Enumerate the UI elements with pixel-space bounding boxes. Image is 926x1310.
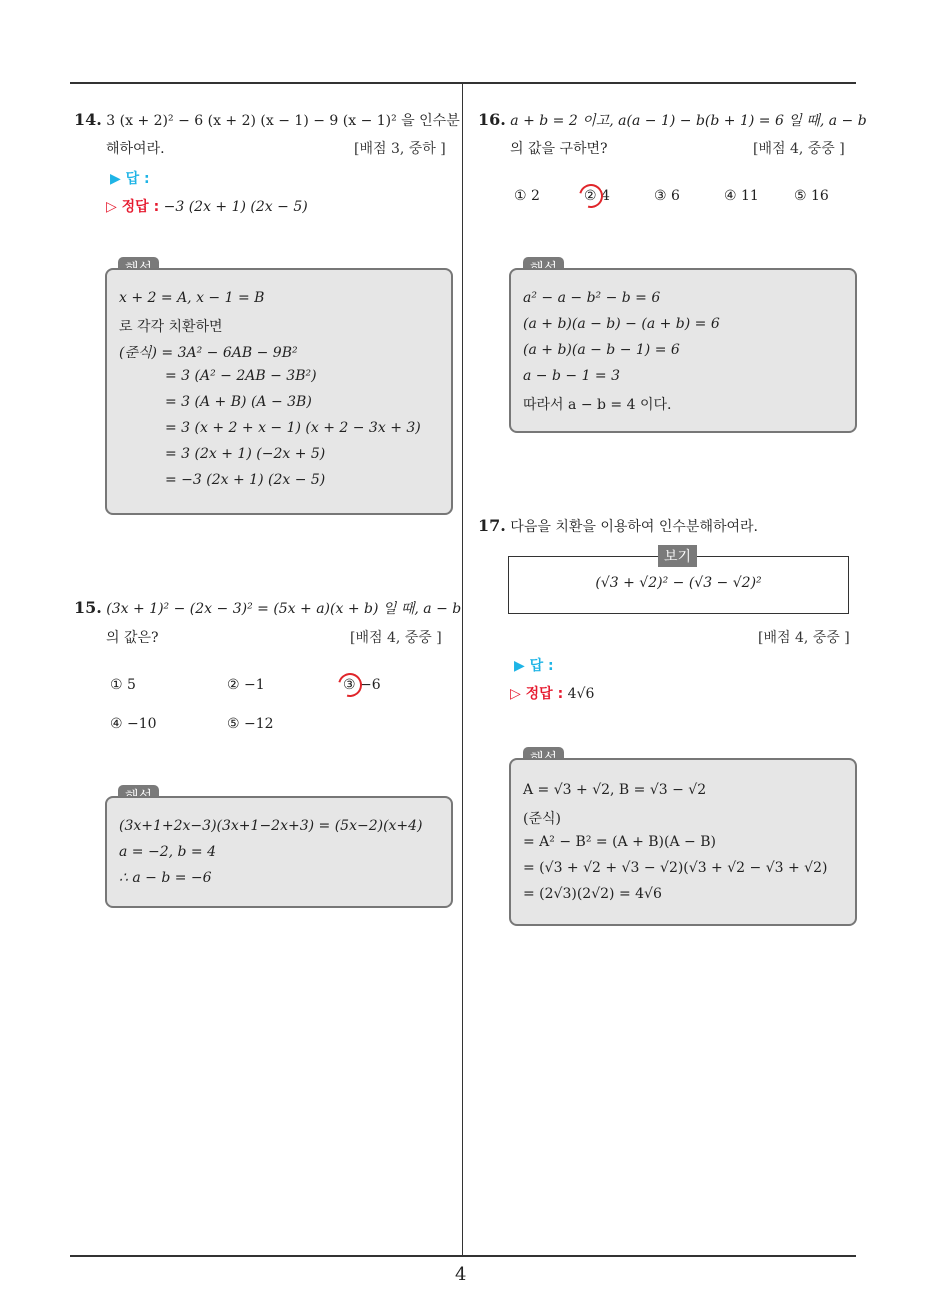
q17-explain-box: [509, 758, 857, 926]
q15-explain-line-1: (3x+1+2x−3)(3x+1−2x+3) = (5x−2)(x+4): [119, 818, 423, 834]
q14-number: 14.: [74, 110, 102, 129]
q15-choice-1[interactable]: ① 5: [110, 677, 136, 693]
q14-explain-line-2: 로 각각 치환하면: [119, 319, 223, 335]
q17-explain-line-1: A = √3 + √2, B = √3 − √2: [523, 782, 707, 798]
q17-explain-line-3: = A² − B² = (A + B)(A − B): [523, 834, 716, 850]
q17-number: 17.: [478, 516, 506, 535]
q17-correct-label: ▷ 정답 :: [510, 686, 564, 702]
q14-line1: [74, 110, 460, 130]
q14-explain-line-6: = 3 (x + 2 + x − 1) (x + 2 − 3x + 3): [165, 420, 421, 436]
q14-explain-line-8: = −3 (2x + 1) (2x − 5): [165, 472, 326, 488]
bottom-rule: [70, 1255, 856, 1257]
q17-bogi-tag: 보기: [658, 545, 697, 567]
q16-choice-3[interactable]: ③ 6: [654, 188, 680, 204]
q16-explain-line-4: a − b − 1 = 3: [523, 368, 621, 384]
q15-explain-line-2: a = −2, b = 4: [119, 844, 217, 860]
q16-choice-1[interactable]: ① 2: [514, 188, 540, 204]
q16-explain-line-2: (a + b)(a − b) − (a + b) = 6: [523, 316, 720, 332]
q17-score: [배점 4, 중중 ]: [758, 630, 850, 646]
q16-line1: [478, 110, 867, 130]
q16-score: [배점 4, 중중 ]: [753, 141, 845, 157]
q14-answer-label: ▶ 답 :: [110, 171, 150, 187]
q15-number: 15.: [74, 598, 102, 617]
q14-text-1: 3 (x + 2)² − 6 (x + 2) (x − 1) − 9 (x − 1)² 을 인수분: [106, 113, 460, 129]
q17-bogi-expression: (√3 + √2)² − (√3 − √2)²: [595, 575, 762, 591]
q15-score: [배점 4, 중중 ]: [350, 630, 442, 646]
q15-text-1: (3x + 1)² − (2x − 3)² = (5x + a)(x + b) 일 때, a − b: [106, 601, 462, 617]
page-number: 4: [455, 1264, 467, 1285]
q16-selected-mark: [575, 180, 608, 213]
q14-correct-label: ▷ 정답 :: [106, 199, 160, 215]
q15-explain-line-3: ∴ a − b = −6: [119, 870, 212, 886]
q14-line2: 해하여라.: [106, 141, 165, 157]
q16-line2: 의 값을 구하면?: [510, 141, 608, 157]
q15-choice-4[interactable]: ④ −10: [110, 716, 157, 732]
q17-correct-value: 4√6: [567, 686, 595, 702]
q17-answer-label: ▶ 답 :: [514, 658, 554, 674]
q15-choice-5[interactable]: ⑤ −12: [227, 716, 274, 732]
q16-number: 16.: [478, 110, 506, 129]
q14-explain-line-3: (준식) = 3A² − 6AB − 9B²: [119, 345, 298, 361]
q14-answer-row[interactable]: [110, 168, 150, 188]
q16-explain-line-5: 따라서 a − b = 4 이다.: [523, 397, 672, 413]
q17-explain-line-5: = (2√3)(2√2) = 4√6: [523, 886, 662, 902]
q15-line2: 의 값은?: [106, 630, 159, 646]
q15-selected-mark: [334, 669, 367, 702]
q14-explain-line-4: = 3 (A² − 2AB − 3B²): [165, 368, 317, 384]
q17-text-1: 다음을 치환을 이용하여 인수분해하여라.: [510, 519, 759, 535]
q15-choice-3[interactable]: ③ −6: [343, 677, 381, 693]
q17-explain-line-2: (준식): [523, 811, 561, 827]
q16-explain-line-1: a² − a − b² − b = 6: [523, 290, 661, 306]
q16-choice-2[interactable]: ② 4: [584, 188, 610, 204]
q15-line1: [74, 598, 461, 618]
q17-answer-row[interactable]: [514, 655, 554, 675]
q14-explain-line-5: = 3 (A + B) (A − 3B): [165, 394, 312, 410]
q16-text-1: a + b = 2 이고, a(a − 1) − b(b + 1) = 6 일 때, a − b: [510, 113, 867, 129]
q14-explain-line-7: = 3 (2x + 1) (−2x + 5): [165, 446, 326, 462]
q15-explain-box: [105, 796, 453, 908]
q15-choice-2[interactable]: ② −1: [227, 677, 265, 693]
q14-explain-line-1: x + 2 = A, x − 1 = B: [119, 290, 265, 306]
q16-explain-box: [509, 268, 857, 433]
column-divider: [462, 84, 463, 1256]
top-rule: [70, 82, 856, 84]
q17-line1: [478, 516, 758, 536]
q14-score: [배점 3, 중하 ]: [354, 141, 446, 157]
q16-choice-5[interactable]: ⑤ 16: [794, 188, 829, 204]
q17-explain-line-4: = (√3 + √2 + √3 − √2)(√3 + √2 − √3 + √2): [523, 860, 828, 876]
q14-correct-row: [106, 196, 308, 216]
q14-explain-box: [105, 268, 453, 515]
q14-correct-value: −3 (2x + 1) (2x − 5): [163, 199, 308, 215]
q16-choice-4[interactable]: ④ 11: [724, 188, 759, 204]
q17-correct-row: [510, 683, 594, 703]
q16-explain-line-3: (a + b)(a − b − 1) = 6: [523, 342, 680, 358]
